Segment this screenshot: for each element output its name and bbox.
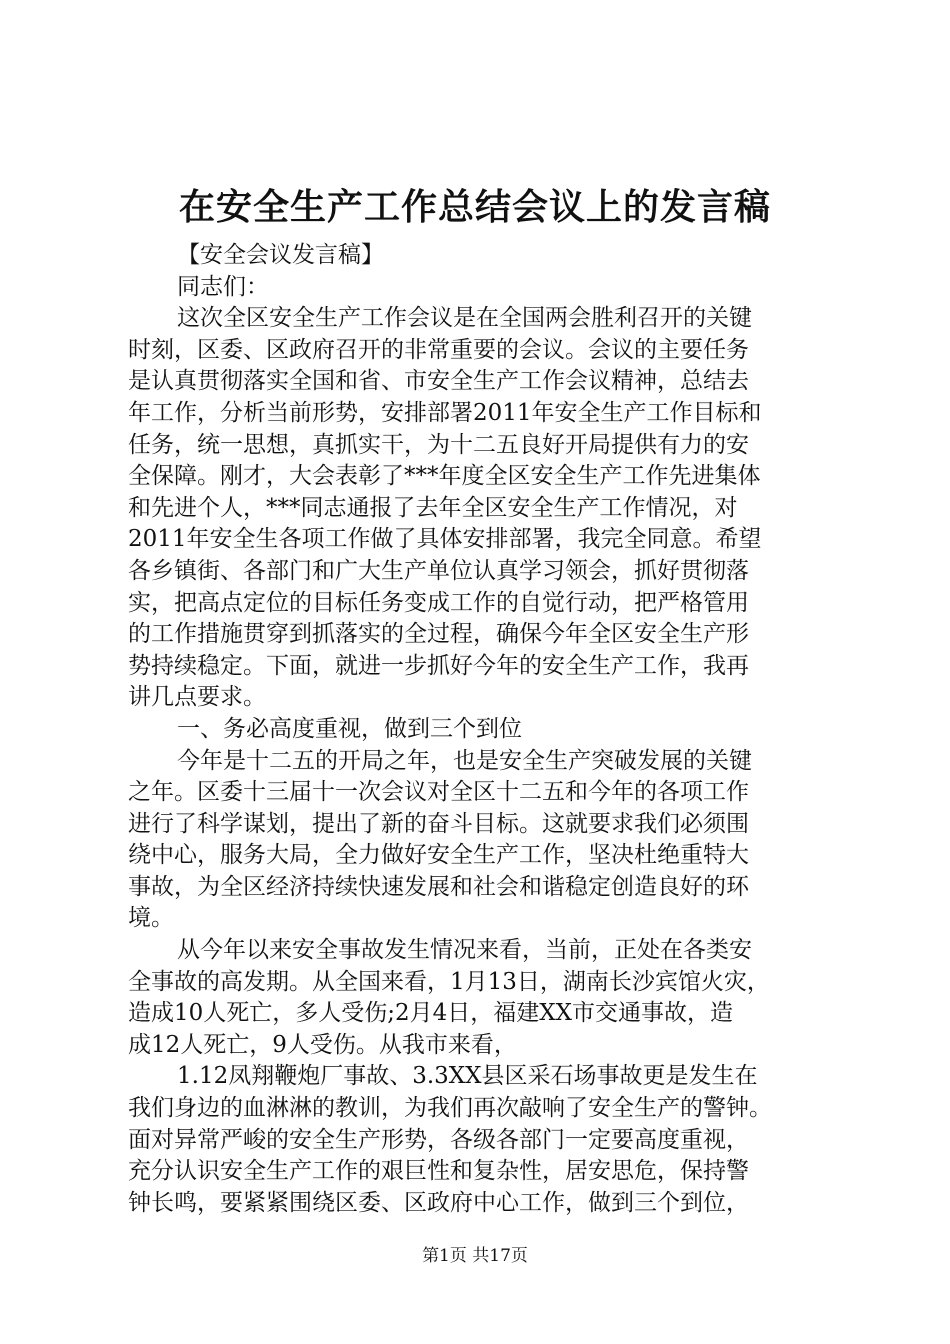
paragraph-line: 和先进个人，***同志通报了去年全区安全生产工作情况，对 bbox=[128, 494, 738, 521]
paragraph-line: 之年。区委十三届十一次会议对全区十二五和今年的各项工作 bbox=[128, 779, 749, 806]
paragraph-line: 这次全区安全生产工作会议是在全国两会胜利召开的关键 bbox=[177, 305, 752, 332]
paragraph-line: 境。 bbox=[128, 905, 174, 932]
paragraph-line: 任务，统一思想，真抓实干，为十二五良好开局提供有力的安 bbox=[128, 431, 749, 458]
paragraph-line: 从今年以来安全事故发生情况来看，当前，正处在各类安 bbox=[177, 937, 752, 964]
salutation: 同志们： bbox=[177, 273, 269, 300]
paragraph-line: 事故，为全区经济持续快速发展和社会和谐稳定创造良好的环 bbox=[128, 873, 749, 900]
section-tag: 【安全会议发言稿】 bbox=[177, 242, 384, 268]
section-heading: 一、务必高度重视，做到三个到位 bbox=[177, 715, 522, 742]
document-body bbox=[128, 240, 840, 1219]
paragraph-line: 全事故的高发期。从全国来看，1月13日，湖南长沙宾馆火灾， bbox=[128, 968, 770, 995]
paragraph-line: 时刻，区委、区政府召开的非常重要的会议。会议的主要任务 bbox=[128, 336, 749, 363]
paragraph-line: 年工作，分析当前形势，安排部署2011年安全生产工作目标和 bbox=[128, 399, 762, 426]
paragraph-line: 绕中心，服务大局，全力做好安全生产工作，坚决杜绝重特大 bbox=[128, 842, 749, 869]
document-title: 在安全生产工作总结会议上的发言稿 bbox=[178, 186, 771, 228]
page-number-footer: 第1页 共17页 bbox=[422, 1246, 528, 1266]
paragraph-line: 我们身边的血淋淋的教训，为我们再次敲响了安全生产的警钟。 bbox=[128, 1095, 772, 1122]
paragraph-line: 全保障。刚才，大会表彰了***年度全区安全生产工作先进集体 bbox=[128, 463, 761, 490]
paragraph-line: 钟长鸣，要紧紧围绕区委、区政府中心工作，做到三个到位， bbox=[128, 1189, 749, 1216]
paragraph-line: 今年是十二五的开局之年，也是安全生产突破发展的关键 bbox=[177, 747, 752, 774]
paragraph-line: 进行了科学谋划，提出了新的奋斗目标。这就要求我们必须围 bbox=[128, 810, 749, 837]
paragraph-line: 势持续稳定。下面，就进一步抓好今年的安全生产工作，我再 bbox=[128, 652, 749, 679]
paragraph-line: 2011年安全生各项工作做了具体安排部署，我完全同意。希望 bbox=[128, 526, 762, 553]
paragraph-line: 讲几点要求。 bbox=[128, 684, 266, 711]
paragraph-line: 各乡镇街、各部门和广大生产单位认真学习领会，抓好贯彻落 bbox=[128, 557, 749, 584]
paragraph-line: 1.12凤翔鞭炮厂事故、3.3XX县区采石场事故更是发生在 bbox=[177, 1063, 758, 1090]
paragraph-line: 造成10人死亡，多人受伤;2月4日，福建XX市交通事故，造 bbox=[128, 1000, 734, 1027]
paragraph-line: 成12人死亡，9人受伤。从我市来看， bbox=[128, 1031, 517, 1058]
paragraph-line: 是认真贯彻落实全国和省、市安全生产工作会议精神，总结去 bbox=[128, 368, 749, 395]
paragraph-line: 充分认识安全生产工作的艰巨性和复杂性，居安思危，保持警 bbox=[128, 1158, 749, 1185]
paragraph-line: 实，把高点定位的目标任务变成工作的自觉行动，把严格管用 bbox=[128, 589, 749, 616]
paragraph-line: 面对异常严峻的安全生产形势，各级各部门一定要高度重视， bbox=[128, 1126, 749, 1153]
paragraph-line: 的工作措施贯穿到抓落实的全过程，确保今年全区安全生产形 bbox=[128, 621, 749, 648]
